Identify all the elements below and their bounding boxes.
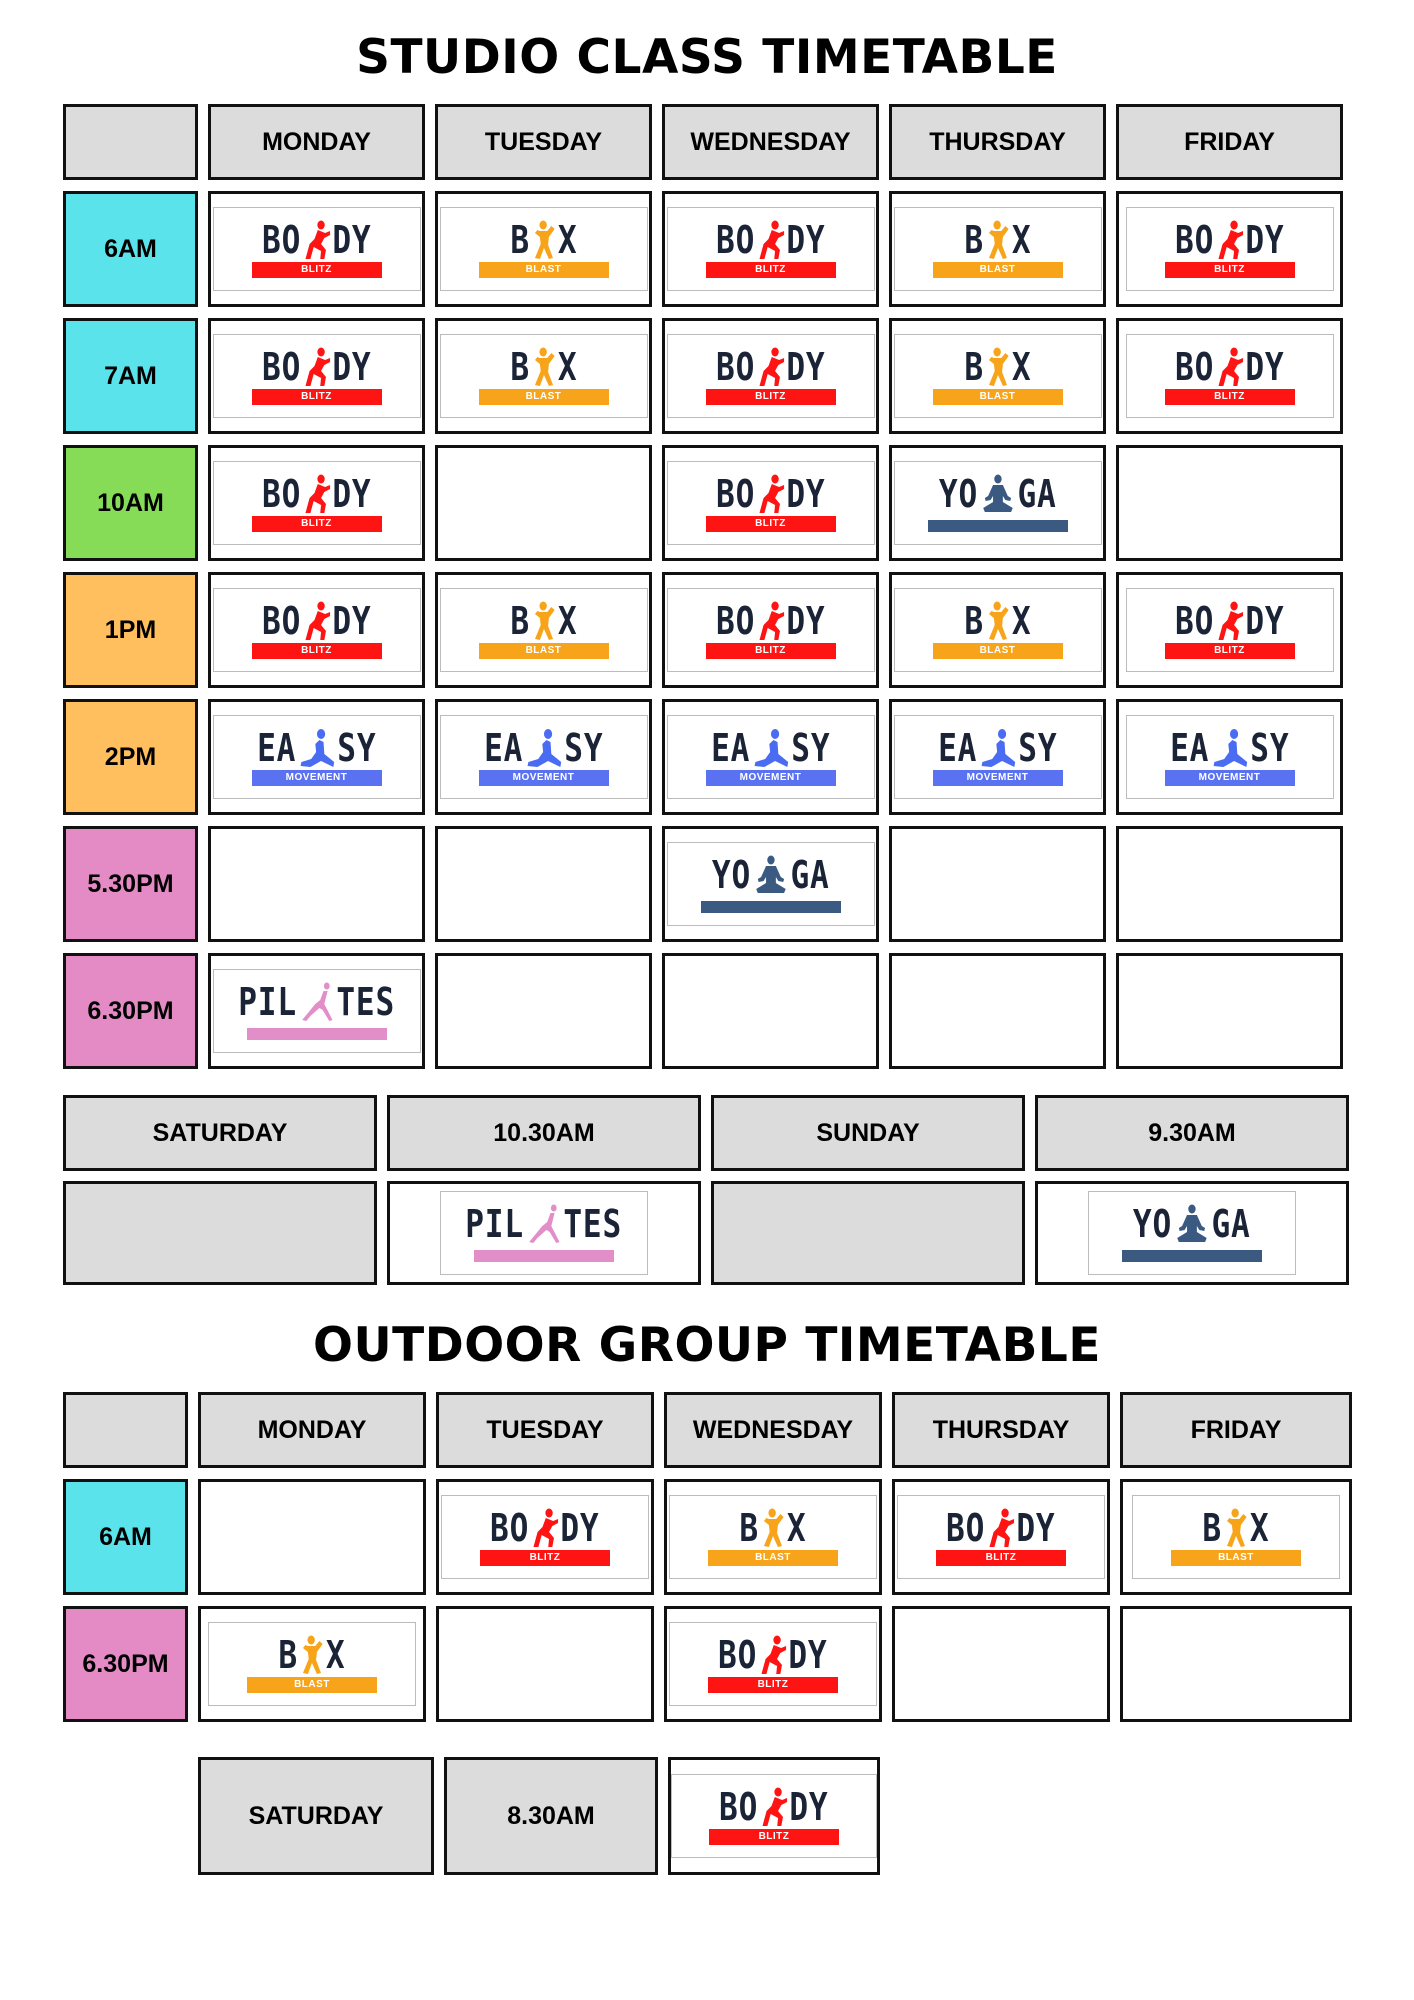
outdoor-saturday-class: [668, 1757, 880, 1875]
boxer-figure-icon: [1222, 1508, 1250, 1548]
class-slot: [889, 318, 1106, 434]
bodyblitz-logo: [667, 334, 875, 418]
boxblast-logo: [1132, 1495, 1340, 1579]
logo-word-right: SY: [1250, 726, 1290, 770]
class-slot: [1116, 699, 1343, 815]
logo-word-left: B: [509, 599, 530, 643]
logo-tag-bar: [247, 1028, 387, 1040]
weekend-saturday-label: SATURDAY: [63, 1095, 377, 1171]
day-header: MONDAY: [208, 104, 425, 180]
boxer-figure-icon: [530, 220, 558, 260]
boxblast-logo: [440, 334, 648, 418]
logo-tag-bar: BLAST: [933, 643, 1063, 659]
logo-word-right: GA: [1211, 1202, 1251, 1246]
weekend-saturday-class: [387, 1181, 701, 1285]
bodyblitz-logo: [897, 1495, 1105, 1579]
logo-word-right: DY: [786, 599, 826, 643]
easymovement-logo: [213, 715, 421, 799]
bodyblitz-logo: [671, 1774, 877, 1858]
class-slot: [662, 572, 879, 688]
logo-word-right: GA: [790, 853, 830, 897]
logo-word-left: BO: [719, 1785, 759, 1829]
class-slot: [889, 191, 1106, 307]
boxblast-logo: [208, 1622, 416, 1706]
pilates-logo: [440, 1191, 648, 1275]
logo-word-right: DY: [1016, 1506, 1056, 1550]
outdoor-title: OUTDOOR GROUP TIMETABLE: [313, 1318, 1101, 1373]
stretch-figure-icon: [296, 728, 337, 768]
logo-word-right: X: [1011, 599, 1032, 643]
logo-tag-bar: BLAST: [247, 1677, 377, 1693]
easymovement-logo: [667, 715, 875, 799]
logo-word-right: TES: [336, 980, 395, 1024]
day-header: MONDAY: [198, 1392, 426, 1468]
logo-tag-bar: BLITZ: [706, 516, 836, 532]
bodyblitz-logo: [667, 588, 875, 672]
day-header: THURSDAY: [892, 1392, 1110, 1468]
class-slot: [208, 191, 425, 307]
logo-word-right: DY: [1245, 599, 1285, 643]
logo-tag-bar: MOVEMENT: [1165, 770, 1295, 786]
empty-slot: [1120, 1606, 1352, 1722]
logo-word-right: GA: [1017, 472, 1057, 516]
time-label: 5.30PM: [63, 826, 198, 942]
logo-word-right: X: [786, 1506, 807, 1550]
class-slot: [435, 191, 652, 307]
logo-word-left: B: [1202, 1506, 1223, 1550]
stretch-figure-icon: [977, 728, 1018, 768]
class-slot: [208, 953, 425, 1069]
logo-tag-bar: BLITZ: [706, 389, 836, 405]
logo-word-right: TES: [563, 1202, 623, 1246]
logo-word-left: BO: [715, 345, 755, 389]
logo-tag-bar: BLITZ: [1165, 643, 1295, 659]
squat-figure-icon: [301, 220, 332, 260]
pilates-figure-icon: [524, 1204, 563, 1244]
logo-tag-bar: BLITZ: [252, 262, 382, 278]
time-label: 1PM: [63, 572, 198, 688]
empty-slot: [892, 1606, 1110, 1722]
pilates-figure-icon: [297, 982, 336, 1022]
logo-word-right: X: [1249, 1506, 1270, 1550]
empty-slot: [889, 953, 1106, 1069]
bodyblitz-logo: [1126, 207, 1334, 291]
logo-word-left: B: [739, 1506, 760, 1550]
outdoor-grid: [63, 1392, 1352, 1722]
logo-word-right: SY: [1018, 726, 1058, 770]
logo-tag-bar: BLITZ: [480, 1550, 610, 1566]
squat-figure-icon: [755, 347, 786, 387]
stretch-figure-icon: [1209, 728, 1250, 768]
empty-slot: [436, 1606, 654, 1722]
logo-word-left: BO: [1174, 345, 1214, 389]
bodyblitz-logo: [213, 461, 421, 545]
logo-word-left: BO: [261, 599, 301, 643]
class-slot: [1120, 1479, 1352, 1595]
logo-word-left: B: [509, 218, 530, 262]
weekend-empty-cell: [711, 1181, 1025, 1285]
class-slot: [1116, 318, 1343, 434]
weekend-empty-cell: [63, 1181, 377, 1285]
bodyblitz-logo: [441, 1495, 649, 1579]
squat-figure-icon: [755, 474, 786, 514]
empty-slot: [1116, 445, 1343, 561]
empty-slot: [198, 1479, 426, 1595]
logo-word-left: PIL: [465, 1202, 525, 1246]
time-label: 6.30PM: [63, 953, 198, 1069]
outdoor-saturday-label: SATURDAY: [198, 1757, 434, 1875]
logo-tag-bar: BLAST: [479, 262, 609, 278]
day-header: FRIDAY: [1120, 1392, 1352, 1468]
easymovement-logo: [440, 715, 648, 799]
empty-slot: [208, 826, 425, 942]
logo-word-left: BO: [715, 218, 755, 262]
class-slot: [435, 572, 652, 688]
logo-word-left: B: [963, 599, 984, 643]
class-slot: [435, 318, 652, 434]
class-slot: [889, 699, 1106, 815]
logo-word-right: DY: [332, 345, 372, 389]
squat-figure-icon: [301, 601, 332, 641]
time-label: 10AM: [63, 445, 198, 561]
logo-word-right: DY: [789, 1785, 829, 1829]
logo-tag-bar: BLITZ: [252, 516, 382, 532]
logo-tag-bar: [1122, 1250, 1262, 1262]
empty-slot: [435, 953, 652, 1069]
boxblast-logo: [669, 1495, 877, 1579]
logo-word-right: SY: [791, 726, 831, 770]
stretch-figure-icon: [750, 728, 791, 768]
squat-figure-icon: [1214, 601, 1245, 641]
class-slot: [664, 1479, 882, 1595]
time-label: 6AM: [63, 191, 198, 307]
bodyblitz-logo: [667, 461, 875, 545]
logo-word-right: DY: [332, 599, 372, 643]
yoga-logo: [1088, 1191, 1296, 1275]
logo-word-right: DY: [788, 1633, 828, 1677]
logo-word-right: X: [557, 218, 578, 262]
class-slot: [208, 445, 425, 561]
weekend-sunday-class: [1035, 1181, 1349, 1285]
boxblast-logo: [894, 207, 1102, 291]
squat-figure-icon: [755, 601, 786, 641]
logo-word-right: DY: [332, 218, 372, 262]
logo-tag-bar: BLITZ: [936, 1550, 1066, 1566]
logo-word-left: BO: [946, 1506, 986, 1550]
squat-figure-icon: [301, 474, 332, 514]
yoga-logo: [667, 842, 875, 926]
logo-tag-bar: BLAST: [479, 389, 609, 405]
logo-tag-bar: BLAST: [933, 262, 1063, 278]
empty-slot: [435, 445, 652, 561]
logo-word-left: EA: [1169, 726, 1209, 770]
squat-figure-icon: [755, 220, 786, 260]
logo-word-right: DY: [786, 345, 826, 389]
meditation-figure-icon: [751, 855, 790, 895]
logo-word-left: BO: [1174, 218, 1214, 262]
class-slot: [435, 699, 652, 815]
boxer-figure-icon: [984, 220, 1012, 260]
logo-word-left: BO: [261, 472, 301, 516]
logo-tag-bar: BLAST: [479, 643, 609, 659]
logo-word-right: X: [557, 599, 578, 643]
logo-word-left: B: [963, 218, 984, 262]
time-label: 7AM: [63, 318, 198, 434]
logo-word-left: BO: [718, 1633, 758, 1677]
bodyblitz-logo: [1126, 334, 1334, 418]
squat-figure-icon: [758, 1787, 789, 1827]
boxer-figure-icon: [984, 601, 1012, 641]
easymovement-logo: [1126, 715, 1334, 799]
day-header: TUESDAY: [436, 1392, 654, 1468]
logo-tag-bar: BLITZ: [252, 643, 382, 659]
logo-word-right: DY: [786, 218, 826, 262]
studio-grid: [63, 104, 1343, 1069]
logo-word-left: BO: [715, 599, 755, 643]
class-slot: [208, 318, 425, 434]
logo-tag-bar: BLAST: [708, 1550, 838, 1566]
bodyblitz-logo: [213, 207, 421, 291]
outdoor-saturday-time: 8.30AM: [444, 1757, 658, 1875]
easymovement-logo: [894, 715, 1102, 799]
boxer-figure-icon: [759, 1508, 787, 1548]
squat-figure-icon: [1214, 347, 1245, 387]
meditation-figure-icon: [1172, 1204, 1211, 1244]
class-slot: [662, 826, 879, 942]
class-slot: [662, 318, 879, 434]
class-slot: [889, 572, 1106, 688]
class-slot: [662, 699, 879, 815]
logo-word-left: EA: [256, 726, 296, 770]
bodyblitz-logo: [213, 588, 421, 672]
boxer-figure-icon: [530, 347, 558, 387]
logo-tag-bar: MOVEMENT: [706, 770, 836, 786]
logo-word-right: DY: [786, 472, 826, 516]
time-label: 2PM: [63, 699, 198, 815]
logo-tag-bar: [474, 1250, 614, 1262]
outdoor-weekend-grid: [198, 1757, 880, 1875]
class-slot: [208, 699, 425, 815]
logo-word-left: B: [963, 345, 984, 389]
day-header: WEDNESDAY: [662, 104, 879, 180]
logo-word-left: BO: [1174, 599, 1214, 643]
logo-tag-bar: BLAST: [1171, 1550, 1301, 1566]
squat-figure-icon: [1214, 220, 1245, 260]
logo-word-right: SY: [337, 726, 377, 770]
boxblast-logo: [440, 588, 648, 672]
logo-word-right: DY: [1245, 345, 1285, 389]
logo-word-left: PIL: [238, 980, 297, 1024]
logo-word-left: EA: [483, 726, 523, 770]
logo-tag-bar: [701, 901, 841, 913]
logo-word-left: EA: [710, 726, 750, 770]
day-header: THURSDAY: [889, 104, 1106, 180]
boxblast-logo: [440, 207, 648, 291]
stretch-figure-icon: [523, 728, 564, 768]
logo-word-right: X: [325, 1633, 346, 1677]
logo-word-left: YO: [711, 853, 751, 897]
boxer-figure-icon: [298, 1635, 326, 1675]
squat-figure-icon: [301, 347, 332, 387]
studio-title: STUDIO CLASS TIMETABLE: [356, 30, 1058, 85]
class-slot: [436, 1479, 654, 1595]
boxer-figure-icon: [530, 601, 558, 641]
logo-word-left: B: [278, 1633, 299, 1677]
logo-tag-bar: MOVEMENT: [479, 770, 609, 786]
logo-word-right: X: [1011, 345, 1032, 389]
corner-cell: [63, 1392, 188, 1468]
logo-tag-bar: BLAST: [933, 389, 1063, 405]
class-slot: [208, 572, 425, 688]
logo-word-left: B: [509, 345, 530, 389]
time-label: 6AM: [63, 1479, 188, 1595]
logo-tag-bar: BLITZ: [708, 1677, 838, 1693]
logo-tag-bar: BLITZ: [706, 643, 836, 659]
corner-cell: [63, 104, 198, 180]
logo-word-left: BO: [261, 218, 301, 262]
squat-figure-icon: [985, 1508, 1016, 1548]
class-slot: [662, 191, 879, 307]
day-header: WEDNESDAY: [664, 1392, 882, 1468]
logo-tag-bar: MOVEMENT: [252, 770, 382, 786]
empty-slot: [889, 826, 1106, 942]
class-slot: [1116, 572, 1343, 688]
squat-figure-icon: [757, 1635, 788, 1675]
logo-tag-bar: BLITZ: [1165, 262, 1295, 278]
logo-word-right: X: [557, 345, 578, 389]
logo-word-right: SY: [564, 726, 604, 770]
logo-word-right: DY: [560, 1506, 600, 1550]
logo-word-left: YO: [1133, 1202, 1173, 1246]
squat-figure-icon: [529, 1508, 560, 1548]
logo-word-left: BO: [261, 345, 301, 389]
boxer-figure-icon: [984, 347, 1012, 387]
class-slot: [1116, 191, 1343, 307]
weekend-saturday-time: 10.30AM: [387, 1095, 701, 1171]
day-header: TUESDAY: [435, 104, 652, 180]
logo-word-right: DY: [332, 472, 372, 516]
pilates-logo: [213, 969, 421, 1053]
class-slot: [664, 1606, 882, 1722]
boxblast-logo: [894, 588, 1102, 672]
bodyblitz-logo: [669, 1622, 877, 1706]
empty-slot: [435, 826, 652, 942]
bodyblitz-logo: [667, 207, 875, 291]
class-slot: [892, 1479, 1110, 1595]
logo-tag-bar: MOVEMENT: [933, 770, 1063, 786]
logo-word-right: X: [1011, 218, 1032, 262]
empty-slot: [662, 953, 879, 1069]
empty-slot: [1116, 953, 1343, 1069]
yoga-logo: [894, 461, 1102, 545]
weekend-sunday-time: 9.30AM: [1035, 1095, 1349, 1171]
logo-tag-bar: [928, 520, 1068, 532]
class-slot: [198, 1606, 426, 1722]
class-slot: [889, 445, 1106, 561]
logo-word-left: EA: [937, 726, 977, 770]
meditation-figure-icon: [978, 474, 1017, 514]
logo-word-left: BO: [490, 1506, 530, 1550]
logo-word-left: BO: [715, 472, 755, 516]
bodyblitz-logo: [213, 334, 421, 418]
class-slot: [662, 445, 879, 561]
logo-tag-bar: BLITZ: [1165, 389, 1295, 405]
logo-word-right: DY: [1245, 218, 1285, 262]
time-label: 6.30PM: [63, 1606, 188, 1722]
boxblast-logo: [894, 334, 1102, 418]
weekend-sunday-label: SUNDAY: [711, 1095, 1025, 1171]
logo-word-left: YO: [938, 472, 978, 516]
logo-tag-bar: BLITZ: [709, 1829, 839, 1845]
empty-slot: [1116, 826, 1343, 942]
bodyblitz-logo: [1126, 588, 1334, 672]
day-header: FRIDAY: [1116, 104, 1343, 180]
logo-tag-bar: BLITZ: [706, 262, 836, 278]
studio-weekend-grid: [63, 1095, 1349, 1285]
logo-tag-bar: BLITZ: [252, 389, 382, 405]
